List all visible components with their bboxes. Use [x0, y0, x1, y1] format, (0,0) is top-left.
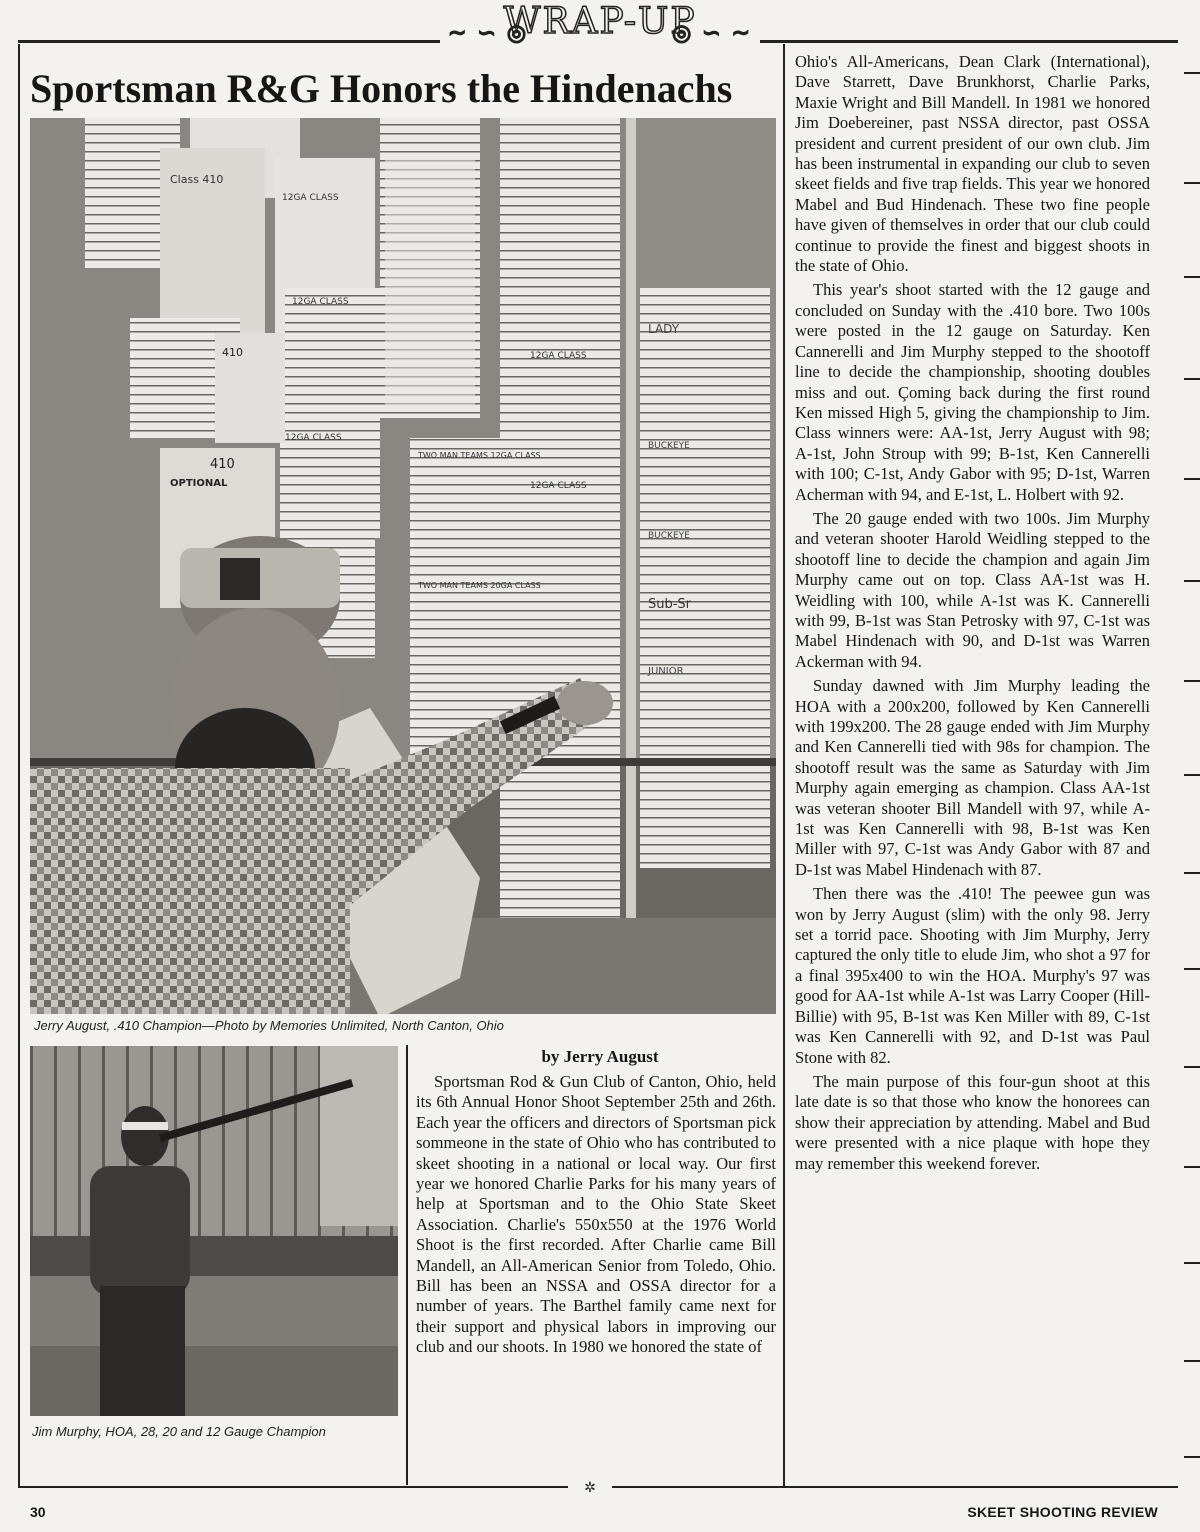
- edge-mark: [1184, 72, 1200, 74]
- sheet-label-410-b: 410: [210, 457, 235, 472]
- article-headline: Sportsman R&G Honors the Hindenachs: [30, 66, 733, 111]
- section-title: [440, 0, 760, 44]
- article-byline: by Jerry August: [541, 1047, 659, 1066]
- main-photo: [30, 118, 776, 1014]
- edge-mark: [1184, 1166, 1200, 1168]
- edge-mark: [1184, 1456, 1200, 1458]
- edge-mark: [1184, 680, 1200, 682]
- article-column-center: [416, 1072, 776, 1358]
- edge-mark: [1184, 182, 1200, 184]
- edge-mark: [1184, 774, 1200, 776]
- sheet-label-12ga-2: 12GA CLASS: [292, 297, 349, 307]
- paragraph: Sunday dawned with Jim Murphy leading the HOA with a 200x200, followed by Ken Cannerelli with 199x200. The 28 gauge ended with Jim Murphy and Ken Cannerelli tied with 98s for champion. The shootoff result was the same as Saturday with Jim Murphy again emerging as champion. Class AA-1st was veteran shooter Bill Mandell with 97, while A-1st was Ken Cannerelli with 98, B-1st was Ken Miller with 97, C-1st was Andy Gabor with 87 and D-1st was Mabel Hindenach with 87.: [795, 676, 1150, 879]
- sheet-label-optional: OPTIONAL: [170, 478, 228, 489]
- ornament-icon: ✲: [568, 1480, 612, 1496]
- column-rule-right: [783, 44, 785, 1486]
- edge-mark: [1184, 580, 1200, 582]
- page-number: 30: [30, 1504, 46, 1520]
- sheet-label-12ga-4: 12GA CLASS: [530, 481, 587, 491]
- sheet-label-buckeye-2: BUCKEYE: [648, 531, 690, 541]
- edge-mark: [1184, 1360, 1200, 1362]
- paragraph: Ohio's All-Americans, Dean Clark (International), Dave Starrett, Dave Brunkhorst, Charlie Parks, Maxie Wright and Bill Mandell. In 1981 we honored Jim Doebereiner, past NSSA director, past OSSA president and current president of our own club. Jim has been instrumental in expanding our club to seven skeet fields and five trap fields. This year we honored Mabel and Bud Hindenach. These two fine people have given of themselves in order that our club could continue to provide the finest and biggest shoots in the state of Ohio.: [795, 52, 1150, 276]
- small-photo: [30, 1046, 398, 1416]
- sheet-label-junior: JUNIOR: [648, 666, 684, 677]
- main-photo-image: [30, 118, 776, 1014]
- edge-mark: [1184, 1066, 1200, 1068]
- sheet-label-12ga-5: 12GA CLASS: [285, 433, 342, 443]
- sheet-label-two-man-12ga: TWO MAN TEAMS 12GA CLASS: [418, 451, 541, 460]
- edge-mark: [1184, 1262, 1200, 1264]
- edge-mark: [1184, 478, 1200, 480]
- sheet-label-12ga-1: 12GA CLASS: [282, 193, 339, 203]
- column-rule-center: [406, 1045, 408, 1485]
- edge-mark: [1184, 276, 1200, 278]
- edge-mark: [1184, 378, 1200, 380]
- sheet-label-12ga-3: 12GA CLASS: [530, 351, 587, 361]
- section-title-text: WRAP-UP: [503, 1, 697, 42]
- paragraph: The main purpose of this four-gun shoot at this late date is so that those who know the honorees can show their appreciation by attending. Mabel and Bud were presented with a nice plaque with hope they may remember this weekend forever.: [795, 1071, 1150, 1173]
- paragraph: Then there was the .410! The peewee gun was won by Jerry August (slim) with the only 98. Jerry set a torrid pace. Shooting with Jim Murphy, Jerry captured the only title to elude Jim, who shot a 97 for a final 395x400 to win the HOA. Murphy's 97 was good for AA-1st while A-1st was Larry Cooper (Hill-Billie) with 95, B-1st was Ken Miller with 89, C-1st was Ken Cannerelli with 92, and D-1st was Paul Stone with 82.: [795, 884, 1150, 1067]
- edge-mark: [1184, 968, 1200, 970]
- left-flourish-icon: ~ ∽ ◎: [448, 21, 529, 46]
- paragraph: Sportsman Rod & Gun Club of Canton, Ohio, held its 6th Annual Honor Shoot September 25th and 26th. Each year the officers and directors of Sportsman pick sommeone in the state of Ohio who has contributed to skeet shooting in a national or local way. Our first year we honored Charlie Parks for his many years of help at Sportsman and to the Ohio State Skeet Association. Charlie's 550x550 at the 1976 World Shoot is the first recorded. After Charlie came Bill Mandell, an All-American Senior from Toledo, Ohio. Bill has been an NSSA and OSSA director for a number of years. The Barthel family came next for their support and physical labors in improving our club and our shoots. In 1980 we honored the state of: [416, 1072, 776, 1357]
- main-photo-caption: Jerry August, .410 Champion—Photo by Memories Unlimited, North Canton, Ohio: [34, 1018, 504, 1033]
- right-flourish-icon: ◎ ∽ ~: [671, 21, 752, 46]
- sheet-label-two-man-20ga: TWO MAN TEAMS 20GA CLASS: [418, 581, 541, 590]
- article-column-right: [795, 48, 1150, 1174]
- sheet-label-buckeye-1: BUCKEYE: [648, 441, 690, 451]
- left-page-rule: [18, 44, 20, 1486]
- edge-mark: [1184, 872, 1200, 874]
- sheet-label-lady: LADY: [648, 322, 680, 336]
- sheet-label-sub-sr: Sub-Sr: [648, 597, 692, 612]
- paragraph: This year's shoot started with the 12 gauge and concluded on Sunday with the .410 bore. Two 100s were posted in the 12 gauge on Saturday. Ken Cannerelli and Jim Murphy stepped to the shootoff line to decide the championship, shooting doubles miss and out. Çoming back during the first round Ken missed High 5, giving the championship to Jim. Class winners were: AA-1st, Jerry August with 98; A-1st, John Stroup with 99; B-1st, Ken Cannerelli with 100; C-1st, Andy Gabor with 95; D-1st, Warren Acherman with 94, and E-1st, L. Holbert with 92.: [795, 280, 1150, 504]
- magazine-name: SKEET SHOOTING REVIEW: [967, 1504, 1158, 1520]
- sheet-label-class-410: Class 410: [170, 173, 224, 186]
- small-photo-caption: Jim Murphy, HOA, 28, 20 and 12 Gauge Champion: [32, 1424, 326, 1439]
- sheet-label-410-a: 410: [222, 346, 243, 359]
- paragraph: The 20 gauge ended with two 100s. Jim Murphy and veteran shooter Harold Weidling stepped to the shootoff line to decide the champion and again Jim Murphy came out on top. Class AA-1st was H. Weidling with 100, while A-1st was K. Cannerelli with 99, B-1st was Stan Petrosky with 97, C-1st was Mabel Hindenach with 90, and D-1st was Warren Ackerman with 94.: [795, 508, 1150, 671]
- small-photo-image: [30, 1046, 398, 1416]
